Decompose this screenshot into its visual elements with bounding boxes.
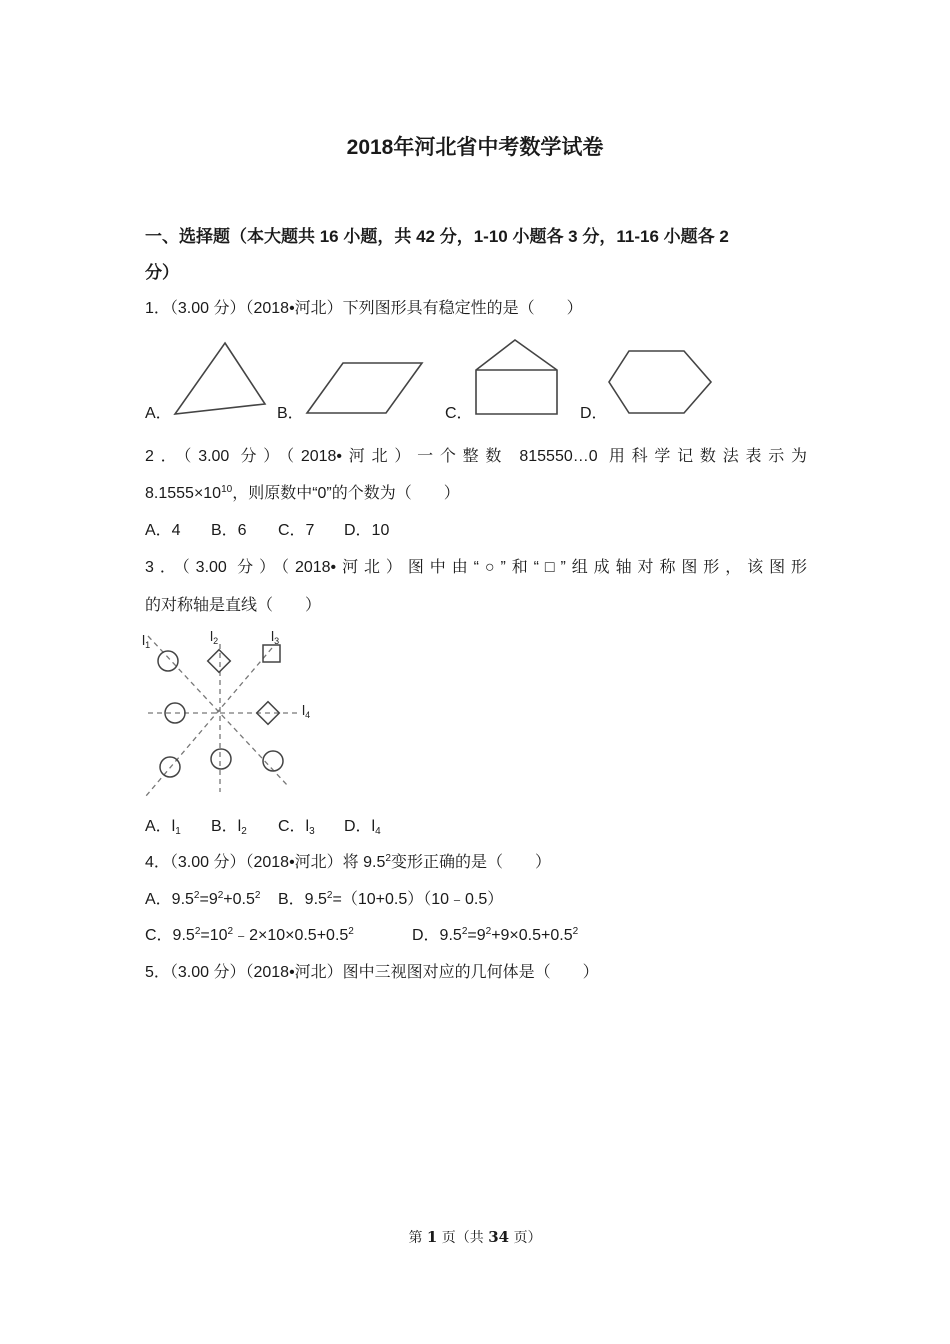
q3-stem-line1: 3．（3.00 分）（2018•河北）图中由“○”和“□”组成轴对称图形，该图形 — [145, 559, 807, 576]
q2-option-a: A．4 — [145, 522, 181, 539]
house-shape-figure — [470, 336, 562, 418]
current-page-number: 1 — [426, 1228, 438, 1246]
total-page-count: 34 — [488, 1228, 510, 1246]
symmetry-axes-figure — [140, 626, 320, 802]
label-l2: $l_2$ — [210, 628, 219, 646]
q2-option-d: D．10 — [344, 522, 390, 539]
q1-option-b-label: B． — [277, 405, 304, 422]
q4-option-a: A．$9.5^2=9^2+0.5^2$ — [145, 890, 261, 908]
parallelogram-figure — [303, 358, 428, 418]
section-heading-line2: 分） — [145, 263, 179, 282]
q2-exponent: 10 — [221, 484, 233, 495]
q4-stem: 4．（3.00 分）（2018•河北）将 $9.5^2$变形正确的是（ ） — [145, 853, 551, 871]
q2-option-b: B．6 — [211, 522, 247, 539]
square-shape — [263, 645, 280, 662]
q4-option-d: D．$9.5^2=9^2+9\times 0.5+0.5^2$ — [412, 926, 579, 944]
q2-stem-line1: 2．（3.00 分）（2018•河北）一个整数 815550…0 用科学记数法表示为 — [145, 448, 807, 465]
q4-option-c: C．$9.5^2=10^2﹣2\times 10\times 0.5+0.5^2$ — [145, 926, 354, 944]
circle-shape — [158, 651, 178, 671]
q5-stem: 5．（3.00 分）（2018•河北）图中三视图对应的几何体是（ ） — [145, 964, 599, 981]
page-title: 2018年河北省中考数学试卷 — [346, 136, 604, 159]
hexagon-figure — [604, 346, 716, 418]
q1-stem: 1．（3.00 分）（2018•河北）下列图形具有稳定性的是（ ） — [145, 300, 583, 317]
q2-number-base: 8.1555×10 — [145, 485, 222, 502]
q2-question-tail: ，则原数中“0”的个数为（ ） — [232, 485, 460, 502]
q2-stem-line2 — [145, 483, 460, 505]
q3-option-d: D．$l_4$ — [344, 818, 381, 837]
triangle-figure — [170, 338, 270, 418]
q4-option-b: B．$9.5^2=(10+0.5)(10﹣0.5)$ — [278, 890, 504, 908]
q3-stem-line2: 的对称轴是直线（ ） — [145, 597, 322, 614]
q2-option-c: C．7 — [278, 522, 315, 539]
q3-option-a: A．$l_1$ — [145, 818, 181, 837]
q1-option-c-label: C． — [445, 405, 473, 422]
label-l3: $l_3$ — [271, 628, 280, 646]
q1-option-a-label: A． — [145, 405, 172, 422]
label-l4: $l_4$ — [302, 702, 311, 720]
section-heading-line1: 一、选择题（本大题共 16 小题，共 42 分，1-10 小题各 3 分，11-16 小题各 2 — [145, 227, 729, 246]
diamond-shape — [208, 650, 231, 673]
circle-shape — [211, 749, 231, 769]
page-footer: 第 1 页（共 34 页） — [408, 1228, 542, 1246]
q1-option-d-label: D． — [580, 405, 608, 422]
q3-option-c: C．$l_3$ — [278, 818, 315, 837]
q3-option-b: B．$l_2$ — [211, 818, 247, 837]
circle-shape — [263, 751, 283, 771]
label-l1: $l_1$ — [142, 632, 151, 650]
